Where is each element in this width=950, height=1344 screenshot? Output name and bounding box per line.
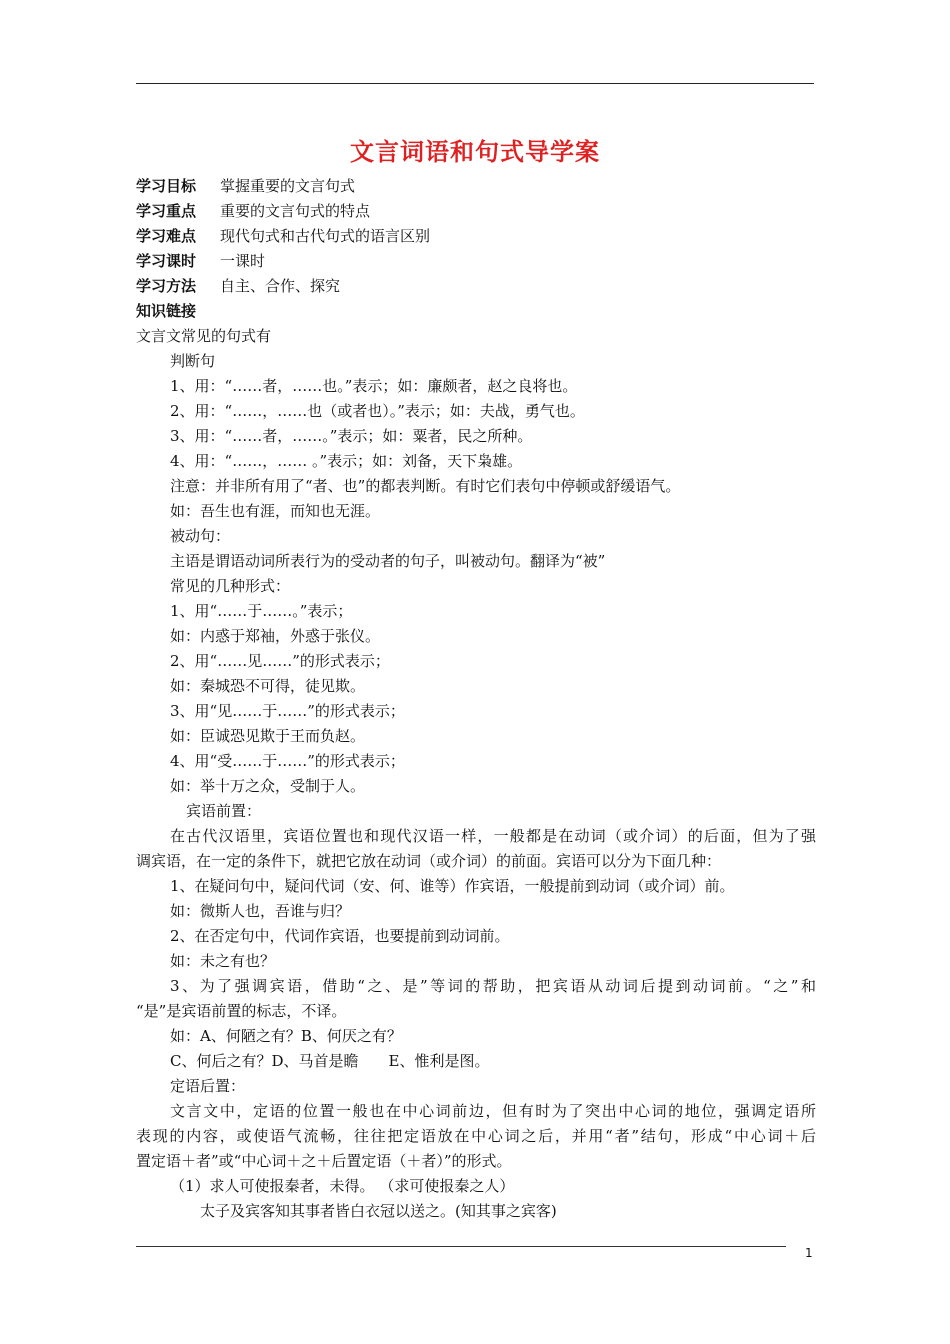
text-line: 4、用“受……于……”的形式表示； (170, 752, 405, 770)
page-number: 1 (805, 1246, 813, 1260)
knowledge-heading (136, 299, 816, 324)
content-lines (136, 324, 816, 1224)
meta-label: 学习方法 (136, 277, 197, 295)
meta-row-method (136, 274, 816, 299)
text-line: 调宾语，在一定的条件下，就把它放在动词（或介词）的前面。宾语可以分为下面几种： (136, 852, 722, 870)
document-body (136, 174, 816, 1224)
meta-row-focus (136, 199, 816, 224)
meta-label: 学习重点 (136, 202, 197, 220)
text-line: 主语是谓语动词所表行为的受动者的句子，叫被动句。翻译为“被” (170, 552, 606, 570)
text-line: 如：A、何陋之有？B、何厌之有？ (170, 1027, 402, 1045)
text-line: 文言文常见的句式有 (136, 327, 272, 345)
text-line: 3、用：“……者，……。”表示；如：粟者，民之所种。 (170, 427, 533, 445)
header-rule (136, 83, 814, 84)
text-line: C、何后之有？D、马首是瞻 E、惟利是图。 (170, 1052, 490, 1070)
text-line: 2、用：“……，……也（或者也）。”表示；如：夫战，勇气也。 (170, 402, 585, 420)
text-line: 表现的内容，或使语气流畅，往往把定语放在中心词之后，并用“者”结句，形成“中心词＋后 (136, 1127, 816, 1145)
text-line: 宾语前置： (186, 802, 262, 820)
text-line: 如：臣诚恐见欺于王而负赵。 (170, 727, 366, 745)
text-line: 如：内惑于郑袖，外惑于张仪。 (170, 627, 381, 645)
meta-value: 掌握重要的文言句式 (220, 177, 356, 195)
text-line: 文言文中，定语的位置一般也在中心词前边，但有时为了突出中心词的地位，强调定语所 (170, 1102, 816, 1120)
meta-row-goal (136, 174, 816, 199)
text-line: 被动句： (170, 527, 231, 545)
text-line: 定语后置： (170, 1077, 246, 1095)
text-line: （1）求人可使报秦者，未得。 （求可使报秦之人） (170, 1177, 515, 1195)
text-line: 在古代汉语里，宾语位置也和现代汉语一样，一般都是在动词（或介词）的后面，但为了强 (170, 827, 816, 845)
meta-value: 现代句式和古代句式的语言区别 (220, 227, 431, 245)
text-line: 3、用“见……于……”的形式表示； (170, 702, 405, 720)
text-line: 置定语＋者”或“中心词＋之＋后置定语（＋者）”的形式。 (136, 1152, 512, 1170)
text-line: 1、在疑问句中，疑问代词（安、何、谁等）作宾语，一般提前到动词（或介词）前。 (170, 877, 735, 895)
text-line: 如：微斯人也，吾谁与归？ (170, 902, 351, 920)
text-line: 判断句 (170, 352, 216, 370)
text-line: 2、在否定句中，代词作宾语，也要提前到动词前。 (170, 927, 510, 945)
page-title: 文言词语和句式导学案 (350, 138, 600, 166)
text-line: “是”是宾语前置的标志，不译。 (136, 1002, 347, 1020)
footer-rule (136, 1246, 786, 1247)
meta-label: 学习难点 (136, 227, 197, 245)
meta-value: 自主、合作、探究 (220, 277, 341, 295)
meta-row-difficulty (136, 224, 816, 249)
meta-label: 学习课时 (136, 252, 197, 270)
text-line: 3、为了强调宾语，借助“之、是”等词的帮助，把宾语从动词后提到动词前。“之”和 (170, 977, 816, 995)
text-line: 注意：并非所有用了“者、也”的都表判断。有时它们表句中停顿或舒缓语气。 (170, 477, 681, 495)
text-line: 1、用：“……者，……也。”表示；如：廉颇者，赵之良将也。 (170, 377, 578, 395)
meta-label: 学习目标 (136, 177, 197, 195)
text-line: 常见的几种形式： (170, 577, 291, 595)
text-line: 如：举十万之众，受制于人。 (170, 777, 366, 795)
text-line: 如：秦城恐不可得，徒见欺。 (170, 677, 366, 695)
text-line: 如：未之有也？ (170, 952, 276, 970)
text-line: 2、用“……见……”的形式表示； (170, 652, 390, 670)
knowledge-label: 知识链接 (136, 302, 197, 320)
text-line: 4、用：“……，…… 。”表示；如：刘备，天下枭雄。 (170, 452, 523, 470)
text-line: 太子及宾客知其事者皆白衣冠以送之。(知其事之宾客) (200, 1202, 557, 1220)
meta-value: 重要的文言句式的特点 (220, 202, 371, 220)
meta-row-hours (136, 249, 816, 274)
text-line: 1、用“……于……。”表示； (170, 602, 353, 620)
text-line: 如：吾生也有涯，而知也无涯。 (170, 502, 381, 520)
meta-value: 一课时 (220, 252, 266, 270)
